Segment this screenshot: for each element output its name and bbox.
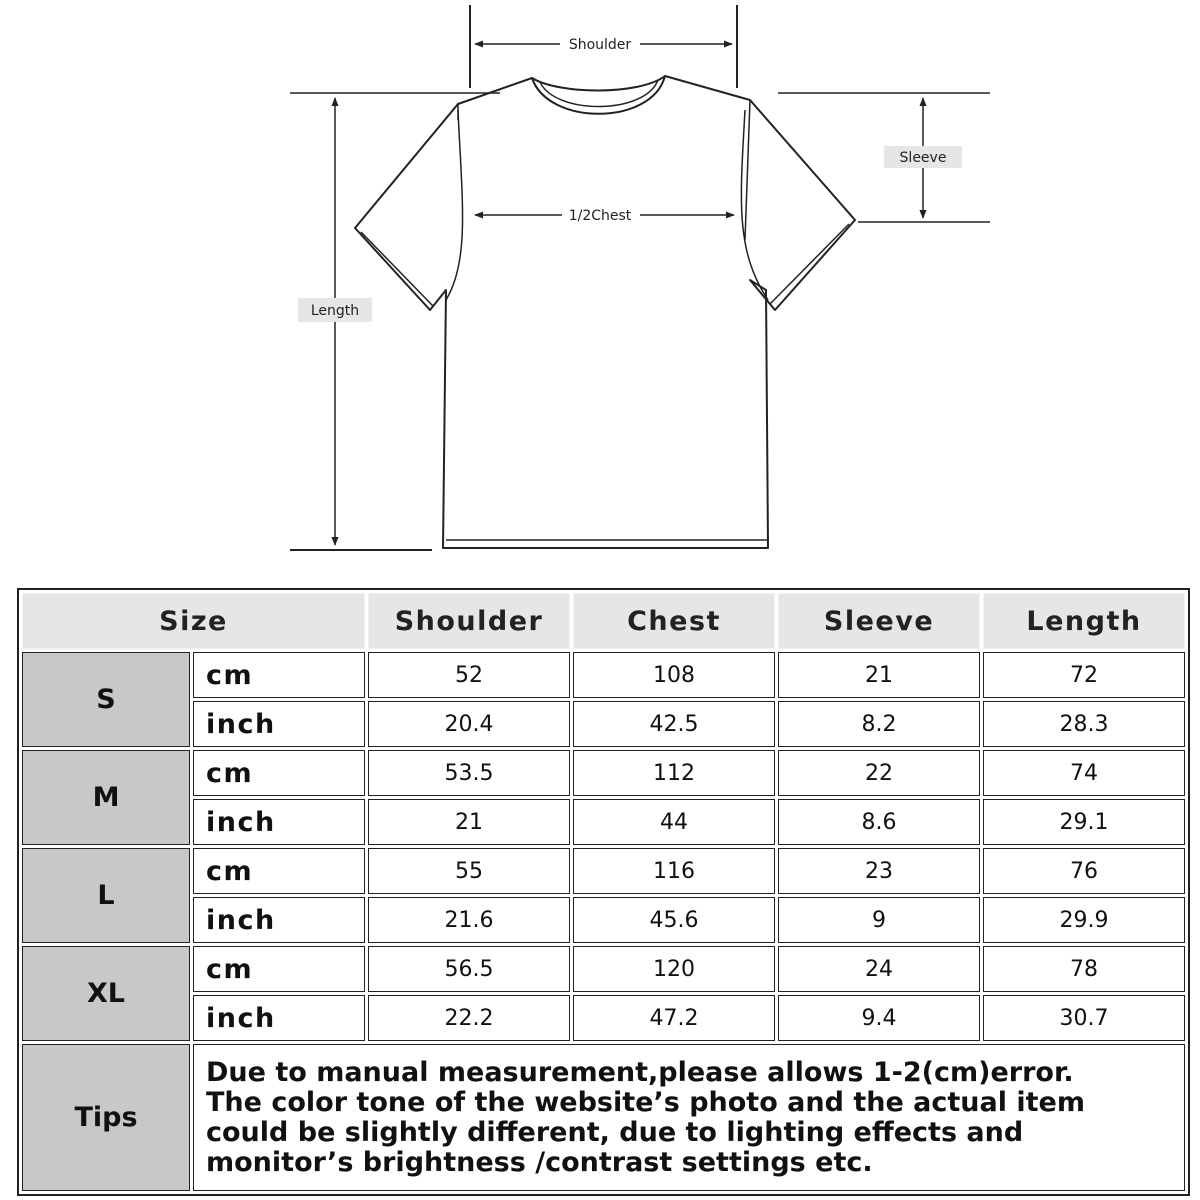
length-value: 76 bbox=[983, 848, 1185, 894]
shoulder-value: 22.2 bbox=[368, 995, 570, 1041]
chest-dimension bbox=[475, 208, 734, 224]
table-row bbox=[22, 652, 1185, 698]
sleeve-value: 23 bbox=[778, 848, 980, 894]
length-label: Length bbox=[310, 303, 360, 319]
length-value: 78 bbox=[983, 946, 1185, 992]
unit-label: inch bbox=[193, 995, 365, 1041]
shoulder-value: 52 bbox=[368, 652, 570, 698]
chest-value: 47.2 bbox=[573, 995, 775, 1041]
length-dimension bbox=[290, 93, 500, 550]
tips-row bbox=[22, 1044, 1185, 1191]
table-row bbox=[22, 799, 1185, 845]
table-row bbox=[22, 897, 1185, 943]
unit-label: cm bbox=[193, 652, 365, 698]
tips-line: monitor’s brightness /contrast settings etc. bbox=[206, 1146, 873, 1178]
unit-label: inch bbox=[193, 897, 365, 943]
sleeve-label: Sleeve bbox=[899, 150, 947, 166]
tips-text bbox=[193, 1044, 1185, 1191]
unit-label: cm bbox=[193, 946, 365, 992]
tips-label: Tips bbox=[22, 1044, 190, 1191]
header-sleeve: Sleeve bbox=[778, 593, 980, 649]
sleeve-value: 9.4 bbox=[778, 995, 980, 1041]
chest-value: 42.5 bbox=[573, 701, 775, 747]
shoulder-value: 53.5 bbox=[368, 750, 570, 796]
shoulder-label: Shoulder bbox=[568, 37, 632, 53]
length-value: 28.3 bbox=[983, 701, 1185, 747]
unit-label: inch bbox=[193, 701, 365, 747]
shoulder-value: 21 bbox=[368, 799, 570, 845]
chest-value: 120 bbox=[573, 946, 775, 992]
size-label-s: S bbox=[22, 652, 190, 747]
size-chart-table bbox=[17, 588, 1190, 1196]
chest-value: 108 bbox=[573, 652, 775, 698]
sleeve-value: 8.2 bbox=[778, 701, 980, 747]
chest-value: 112 bbox=[573, 750, 775, 796]
chest-label: 1/2Chest bbox=[568, 208, 632, 224]
chest-value: 45.6 bbox=[573, 897, 775, 943]
header-length: Length bbox=[983, 593, 1185, 649]
sleeve-value: 8.6 bbox=[778, 799, 980, 845]
sleeve-value: 9 bbox=[778, 897, 980, 943]
length-value: 29.9 bbox=[983, 897, 1185, 943]
tshirt-outline bbox=[355, 76, 855, 548]
unit-label: inch bbox=[193, 799, 365, 845]
length-value: 72 bbox=[983, 652, 1185, 698]
table-row bbox=[22, 995, 1185, 1041]
shoulder-value: 56.5 bbox=[368, 946, 570, 992]
length-value: 74 bbox=[983, 750, 1185, 796]
header-row bbox=[22, 593, 1185, 649]
table-row bbox=[22, 848, 1185, 894]
tips-line: The color tone of the website’s photo and the actual item bbox=[206, 1086, 1086, 1118]
size-label-l: L bbox=[22, 848, 190, 943]
chest-value: 116 bbox=[573, 848, 775, 894]
header-chest: Chest bbox=[573, 593, 775, 649]
header-shoulder: Shoulder bbox=[368, 593, 570, 649]
sleeve-value: 22 bbox=[778, 750, 980, 796]
header-size: Size bbox=[22, 593, 365, 649]
unit-label: cm bbox=[193, 750, 365, 796]
table-row bbox=[22, 701, 1185, 747]
sleeve-value: 21 bbox=[778, 652, 980, 698]
table-row bbox=[22, 946, 1185, 992]
tips-line: could be slightly different, due to lighting effects and bbox=[206, 1116, 1024, 1148]
length-value: 29.1 bbox=[983, 799, 1185, 845]
sleeve-value: 24 bbox=[778, 946, 980, 992]
tshirt-measurement-diagram bbox=[0, 0, 1200, 570]
chest-value: 44 bbox=[573, 799, 775, 845]
unit-label: cm bbox=[193, 848, 365, 894]
shoulder-dimension bbox=[470, 5, 737, 88]
size-label-m: M bbox=[22, 750, 190, 845]
length-value: 30.7 bbox=[983, 995, 1185, 1041]
shoulder-value: 20.4 bbox=[368, 701, 570, 747]
shoulder-value: 55 bbox=[368, 848, 570, 894]
size-label-xl: XL bbox=[22, 946, 190, 1041]
sleeve-dimension bbox=[778, 93, 990, 222]
tips-line: Due to manual measurement,please allows 1-2(cm)error. bbox=[206, 1056, 1074, 1088]
table-row bbox=[22, 750, 1185, 796]
shoulder-value: 21.6 bbox=[368, 897, 570, 943]
